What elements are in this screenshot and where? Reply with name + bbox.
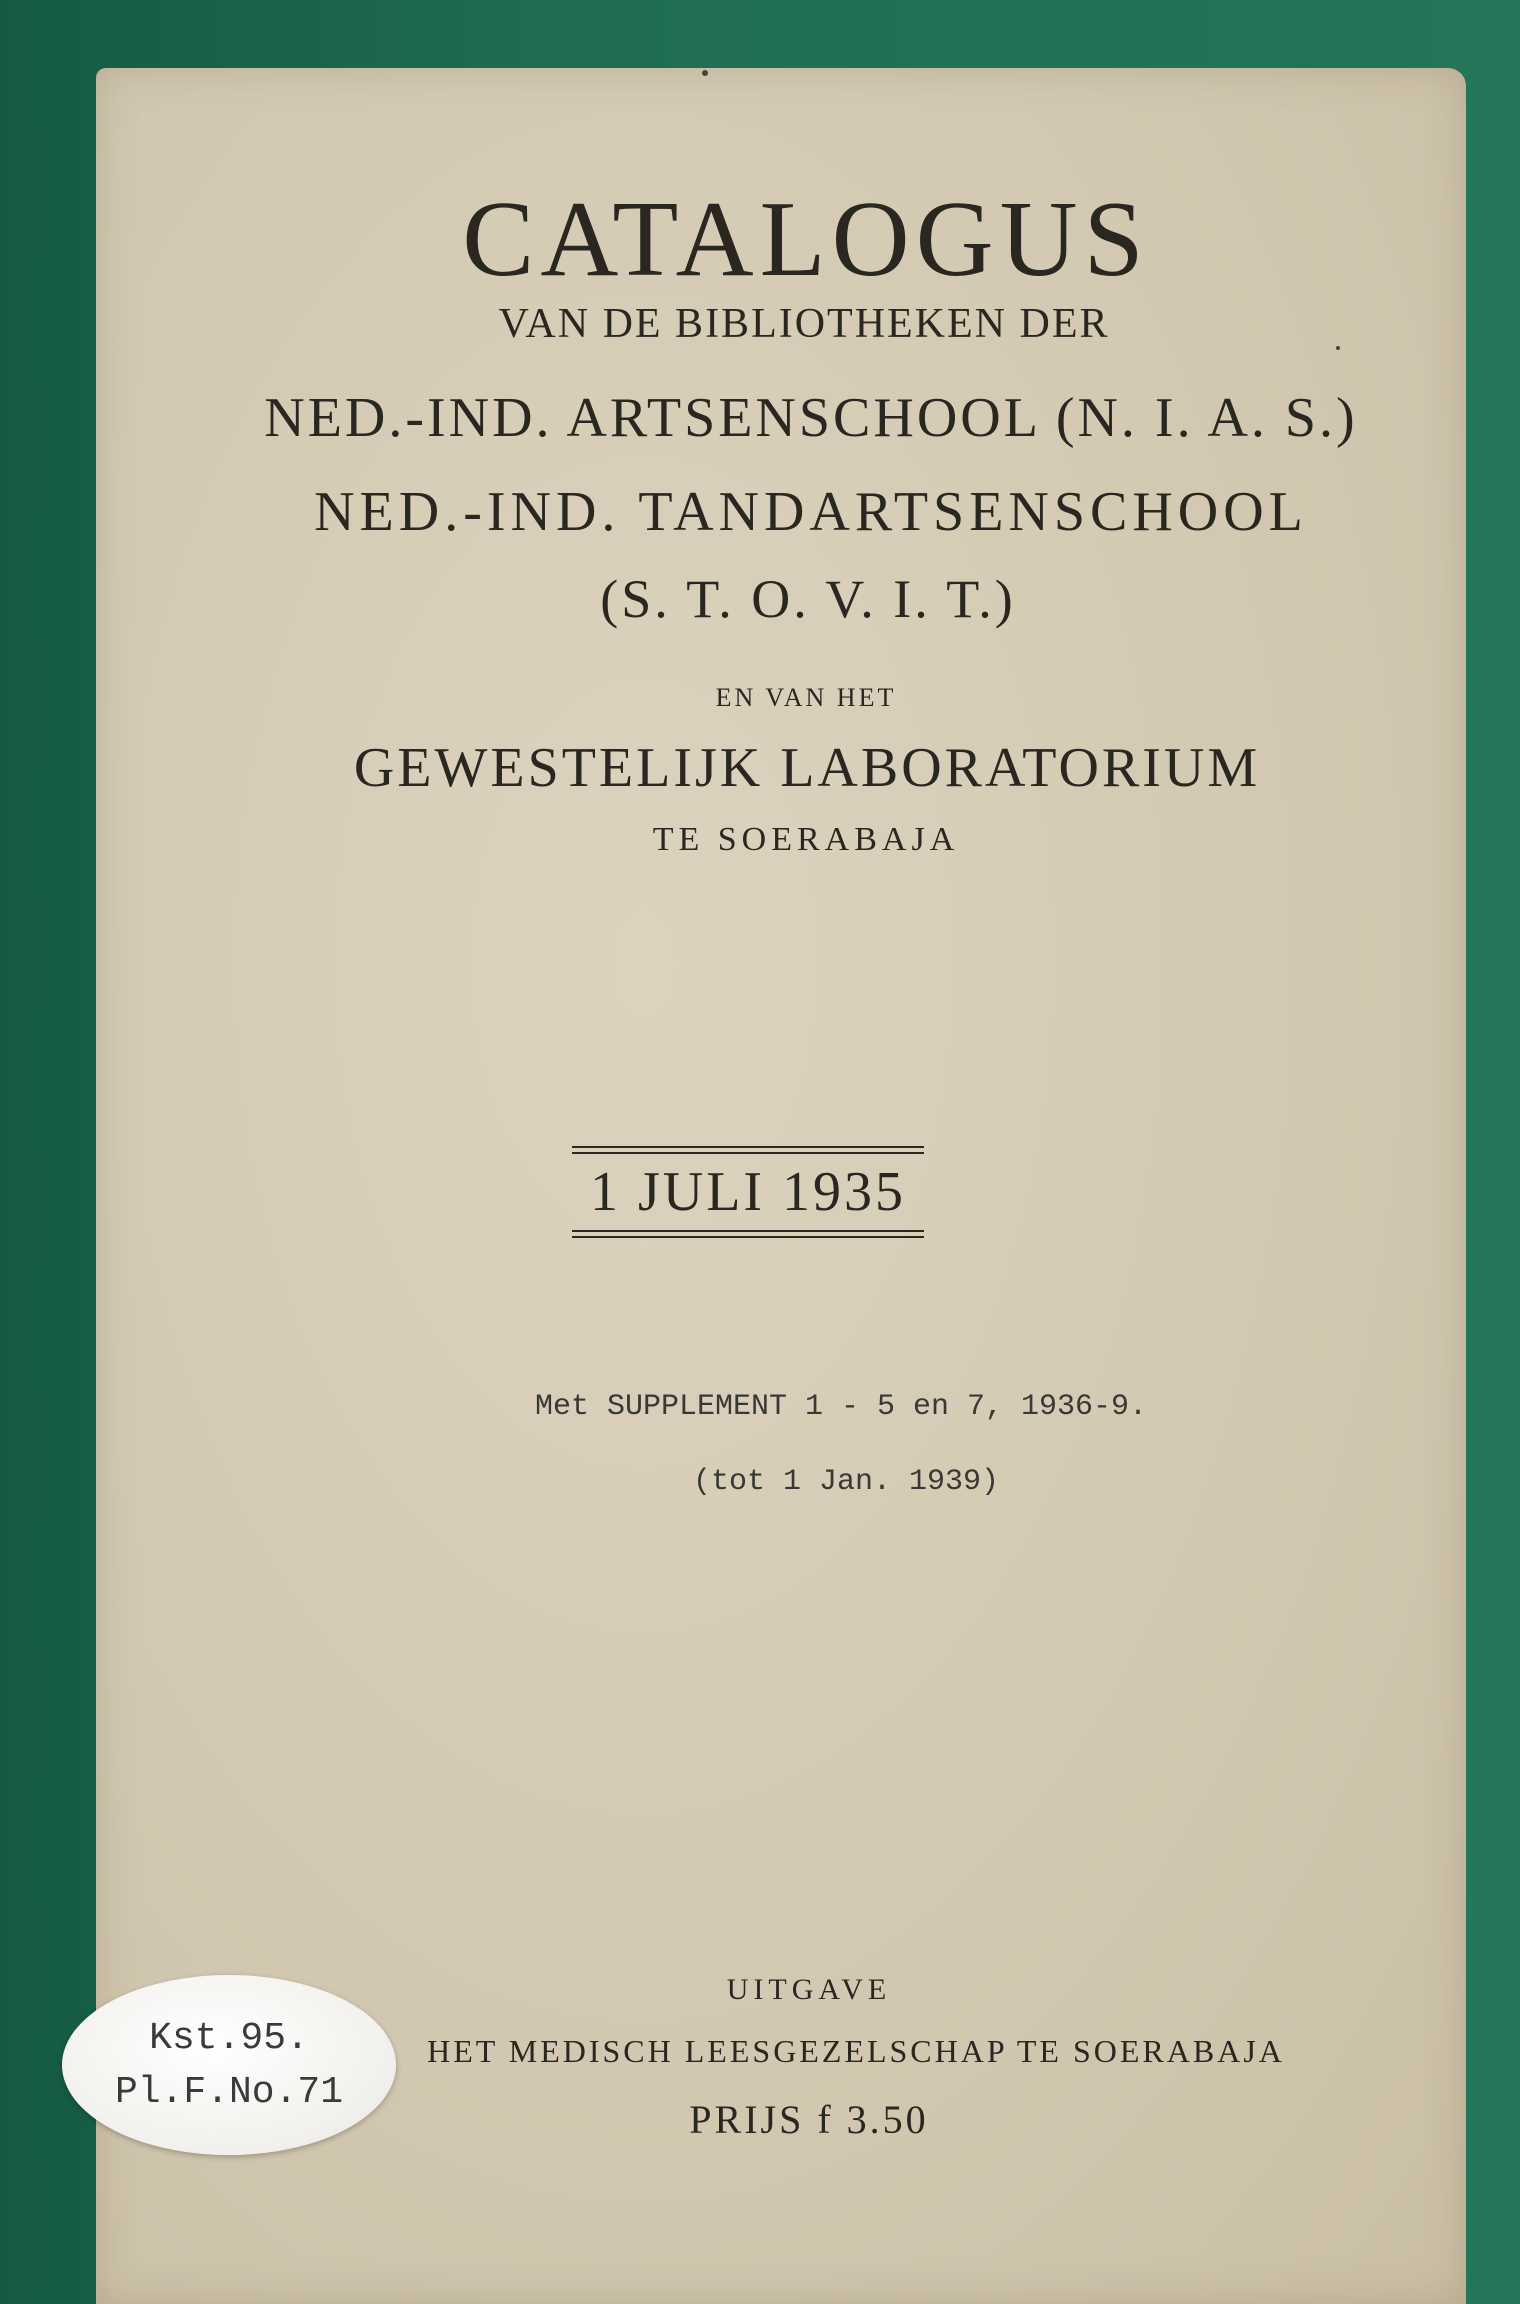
paper-speck (702, 70, 708, 76)
supplement-note: Met SUPPLEMENT 1 - 5 en 7, 1936-9. (534, 1390, 1148, 1424)
until-note: (tot 1 Jan. 1939) (692, 1465, 1000, 1499)
book-cover (96, 68, 1466, 2304)
connector-text: EN VAN HET (715, 683, 897, 712)
shelf-label-line-2: Pl.F.No.71 (114, 2071, 344, 2114)
library-shelf-label (62, 1975, 396, 2155)
school-dental-abbreviation: (S. T. O. V. I. T.) (600, 569, 1016, 629)
shelf-label-line-1: Kst.95. (149, 2017, 309, 2060)
publisher-label: UITGAVE (726, 1973, 892, 2006)
price: PRIJS f 3.50 (689, 2097, 929, 2142)
catalogue-title: CATALOGUS (462, 180, 1150, 299)
publisher-name: HET MEDISCH LEESGEZELSCHAP TE SOERABAJA (427, 2033, 1285, 2069)
edition-date-block (572, 1146, 924, 1238)
city-name: TE SOERABAJA (652, 821, 960, 858)
laboratory-name: GEWESTELIJK LABORATORIUM (353, 737, 1261, 799)
date-rule-bottom (572, 1230, 924, 1238)
school-dental: NED.-IND. TANDARTSENSCHOOL (314, 481, 1308, 543)
date-rule-top (572, 1146, 924, 1154)
school-medical: NED.-IND. ARTSENSCHOOL (N. I. A. S.) (264, 387, 1358, 449)
catalogue-subtitle: VAN DE BIBLIOTHEKEN DER (498, 301, 1110, 347)
edition-date: 1 JULI 1935 (589, 1161, 907, 1223)
